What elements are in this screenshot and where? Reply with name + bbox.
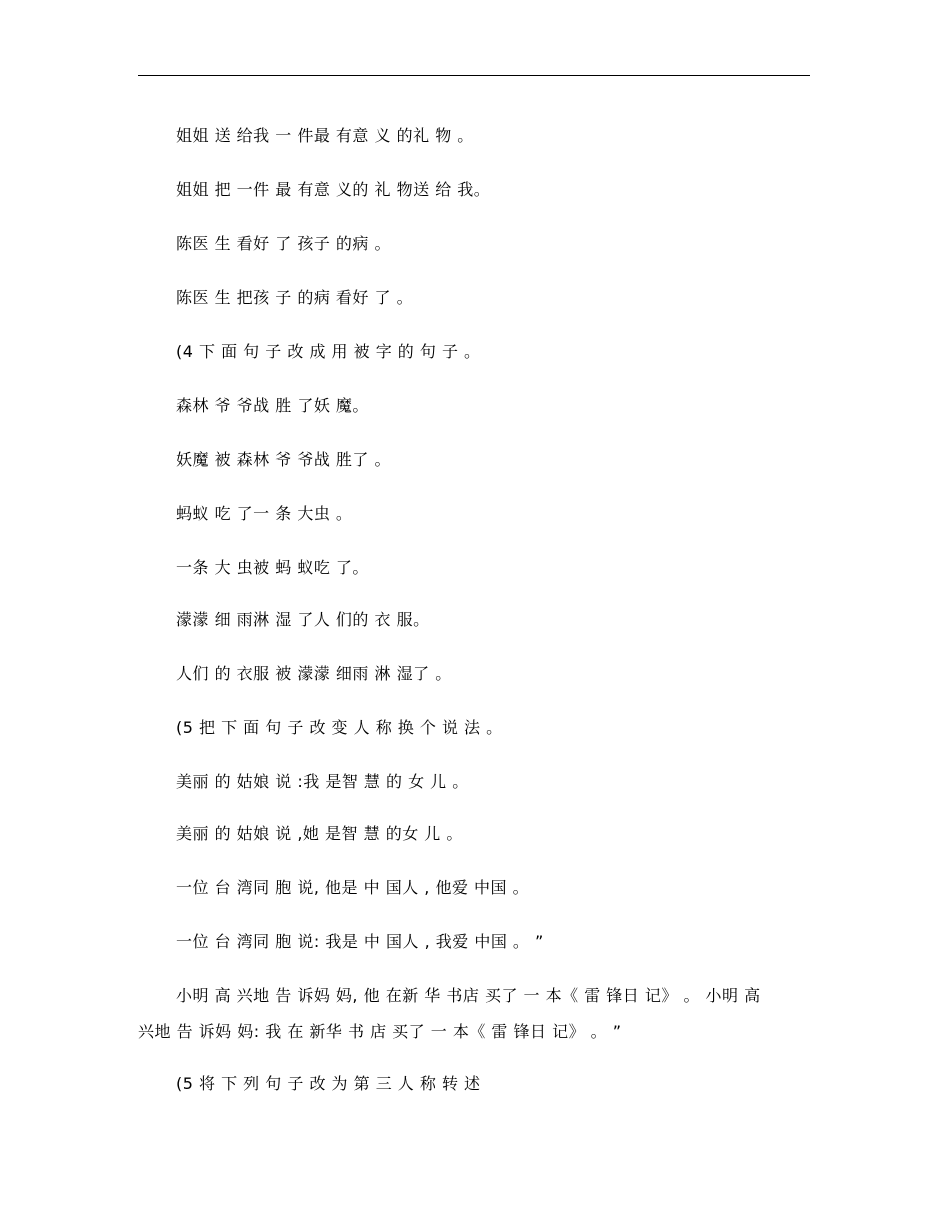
text-line: 一位 台 湾同 胞 说, 他是 中 国人 , 他爱 中国 。 [176,878,530,897]
paragraph-line-1: 小明 高 兴地 告 诉妈 妈, 他 在新 华 书店 买了 一 本《 雷 锋日 记》 。 小明 高 [176,986,761,1005]
text-line: 人们 的 衣服 被 濛濛 细雨 淋 湿了 。 [176,664,452,683]
text-line: 陈医 生 看好 了 孩子 的病 。 [176,234,392,253]
exercise-heading-4: (4 下 面 句 子 改 成 用 被 字 的 句 子 。 [176,342,481,361]
text-line: 姐姐 把 一件 最 有意 义的 礼 物送 给 我。 [176,180,491,199]
text-line: 蚂蚁 吃 了一 条 大虫 。 [176,504,353,523]
header-rule [138,75,810,76]
text-line: 美丽 的 姑娘 说 ,她 是智 慧 的女 儿 。 [176,824,463,843]
text-line: 一条 大 虫被 蚂 蚁吃 了。 [176,558,369,577]
text-line: 陈医 生 把孩 子 的病 看好 了 。 [176,288,414,307]
text-line: 美丽 的 姑娘 说 :我 是智 慧 的 女 儿 。 [176,772,469,791]
text-line: 一位 台 湾同 胞 说: 我是 中 国人 , 我爱 中国 。 ” [176,932,544,951]
exercise-heading-5b: (5 将 下 列 句 子 改 为 第 三 人 称 转 述 [176,1074,481,1093]
text-line: 姐姐 送 给我 一 件最 有意 义 的礼 物 。 [176,126,474,145]
text-line: 妖魔 被 森林 爷 爷战 胜了 。 [176,450,392,469]
text-line: 森林 爷 爷战 胜 了妖 魔。 [176,396,369,415]
text-line: 濛濛 细 雨淋 湿 了人 们的 衣 服。 [176,610,430,629]
exercise-heading-5: (5 把 下 面 句 子 改 变 人 称 换 个 说 法 。 [176,718,503,737]
paragraph-line-2: 兴地 告 诉妈 妈: 我 在 新华 书 店 买了 一 本《 雷 锋日 记》 。 ” [138,1022,622,1041]
wrapped-paragraph [138,986,810,1042]
